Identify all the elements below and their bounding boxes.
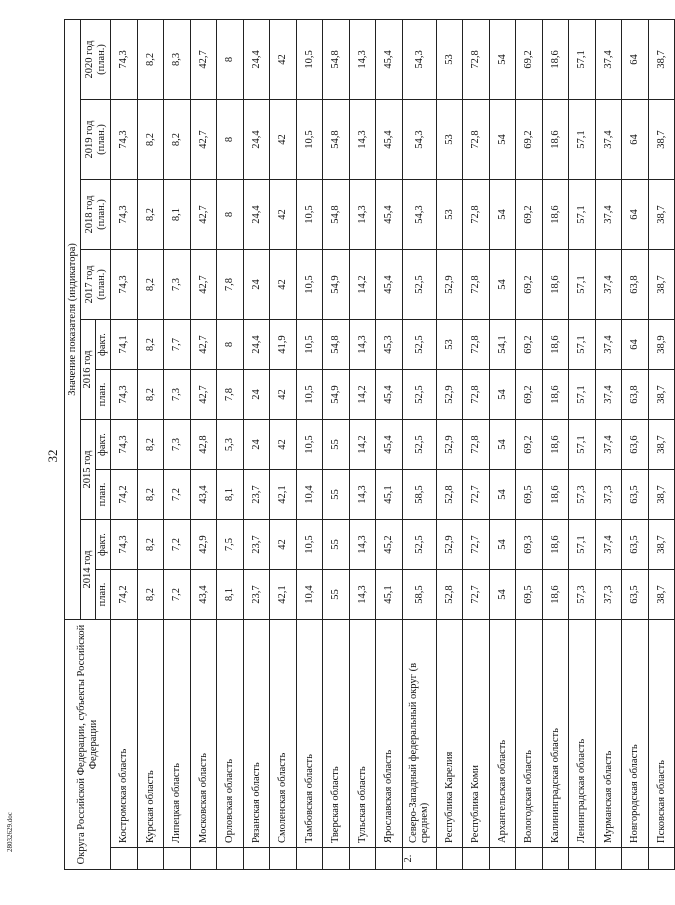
value-cell: 57,1 bbox=[569, 320, 596, 370]
value-cell: 14,3 bbox=[349, 470, 376, 520]
value-cell: 37,4 bbox=[595, 370, 622, 420]
row-number bbox=[270, 848, 297, 870]
value-cell: 42 bbox=[270, 520, 297, 570]
value-cell: 18,6 bbox=[542, 250, 569, 320]
value-cell: 37,4 bbox=[595, 180, 622, 250]
row-number bbox=[516, 848, 543, 870]
value-cell: 18,6 bbox=[542, 100, 569, 180]
value-cell: 58,5 bbox=[402, 570, 436, 620]
value-cell: 53 bbox=[436, 100, 463, 180]
value-cell: 64 bbox=[622, 100, 649, 180]
value-cell: 72,8 bbox=[463, 370, 490, 420]
row-number bbox=[296, 848, 323, 870]
value-cell: 69,5 bbox=[516, 570, 543, 620]
value-cell: 72,8 bbox=[463, 250, 490, 320]
value-cell: 42 bbox=[270, 100, 297, 180]
value-cell: 55 bbox=[323, 470, 350, 520]
value-cell: 74,1 bbox=[111, 320, 138, 370]
table-row bbox=[243, 19, 270, 869]
value-cell: 57,1 bbox=[569, 420, 596, 470]
value-cell: 52,5 bbox=[402, 370, 436, 420]
value-cell: 54,8 bbox=[323, 320, 350, 370]
value-cell: 18,6 bbox=[542, 520, 569, 570]
value-cell: 8 bbox=[217, 320, 244, 370]
value-cell: 54,8 bbox=[323, 19, 350, 99]
value-cell: 54,9 bbox=[323, 370, 350, 420]
value-cell: 10,5 bbox=[296, 180, 323, 250]
value-cell: 74,3 bbox=[111, 100, 138, 180]
value-cell: 64 bbox=[622, 180, 649, 250]
value-cell: 18,6 bbox=[542, 19, 569, 99]
table-row bbox=[402, 19, 436, 869]
region-column-header: Округа Российской Федерации, субъекты Российской Федерации bbox=[65, 620, 111, 870]
value-cell: 52,9 bbox=[436, 420, 463, 470]
table-row bbox=[349, 19, 376, 869]
value-cell: 64 bbox=[622, 320, 649, 370]
row-number bbox=[323, 848, 350, 870]
value-cell: 37,4 bbox=[595, 420, 622, 470]
value-cell: 38,7 bbox=[648, 420, 675, 470]
value-cell: 72,8 bbox=[463, 180, 490, 250]
value-cell: 37,3 bbox=[595, 570, 622, 620]
value-cell: 69,2 bbox=[516, 320, 543, 370]
value-cell: 54,8 bbox=[323, 180, 350, 250]
value-cell: 74,3 bbox=[111, 420, 138, 470]
region-name: Новгородская область bbox=[622, 620, 649, 848]
value-cell: 37,4 bbox=[595, 100, 622, 180]
value-cell: 8 bbox=[217, 180, 244, 250]
value-cell: 45,2 bbox=[376, 520, 403, 570]
row-number bbox=[648, 848, 675, 870]
value-cell: 43,4 bbox=[190, 570, 217, 620]
value-cell: 7,8 bbox=[217, 370, 244, 420]
table-row bbox=[111, 19, 138, 869]
value-cell: 41,9 bbox=[270, 320, 297, 370]
value-cell: 42,8 bbox=[190, 420, 217, 470]
value-cell: 8,1 bbox=[164, 180, 191, 250]
value-cell: 54,3 bbox=[402, 100, 436, 180]
value-cell: 54 bbox=[489, 570, 516, 620]
value-cell: 7,3 bbox=[164, 420, 191, 470]
region-name: Калининградская область bbox=[542, 620, 569, 848]
value-cell: 37,4 bbox=[595, 520, 622, 570]
value-cell: 37,4 bbox=[595, 250, 622, 320]
value-cell: 45,4 bbox=[376, 19, 403, 99]
value-cell: 8,2 bbox=[137, 570, 164, 620]
row-number bbox=[489, 848, 516, 870]
row-number: 2. bbox=[402, 848, 436, 870]
value-cell: 18,6 bbox=[542, 570, 569, 620]
value-cell: 37,4 bbox=[595, 320, 622, 370]
value-cell: 14,3 bbox=[349, 19, 376, 99]
fact-subheader: факт. bbox=[96, 320, 111, 370]
value-cell: 14,3 bbox=[349, 320, 376, 370]
value-cell: 7,7 bbox=[164, 320, 191, 370]
region-name: Мурманская область bbox=[595, 620, 622, 848]
year-header-2019: 2019 год (план.) bbox=[81, 100, 111, 180]
value-cell: 42,1 bbox=[270, 570, 297, 620]
value-cell: 18,6 bbox=[542, 320, 569, 370]
region-name: Тульская область bbox=[349, 620, 376, 848]
value-cell: 8,2 bbox=[137, 19, 164, 99]
value-cell: 54 bbox=[489, 420, 516, 470]
value-cell: 54,8 bbox=[323, 100, 350, 180]
value-cell: 8,2 bbox=[137, 420, 164, 470]
table-row bbox=[164, 19, 191, 869]
row-number bbox=[164, 848, 191, 870]
value-cell: 69,3 bbox=[516, 520, 543, 570]
value-cell: 57,1 bbox=[569, 180, 596, 250]
value-cell: 63,8 bbox=[622, 250, 649, 320]
value-cell: 74,3 bbox=[111, 19, 138, 99]
value-cell: 52,9 bbox=[436, 520, 463, 570]
value-cell: 38,7 bbox=[648, 370, 675, 420]
value-cell: 18,6 bbox=[542, 180, 569, 250]
value-cell: 24,4 bbox=[243, 320, 270, 370]
table-row bbox=[323, 19, 350, 869]
value-cell: 8 bbox=[217, 100, 244, 180]
value-cell: 23,7 bbox=[243, 470, 270, 520]
document-id: 28032629.doc bbox=[6, 812, 14, 852]
value-cell: 54,3 bbox=[402, 180, 436, 250]
row-number bbox=[243, 848, 270, 870]
row-number bbox=[436, 848, 463, 870]
value-cell: 54,9 bbox=[323, 250, 350, 320]
value-cell: 14,3 bbox=[349, 100, 376, 180]
table-row bbox=[622, 19, 649, 869]
fact-subheader: факт. bbox=[96, 520, 111, 570]
value-cell: 72,7 bbox=[463, 520, 490, 570]
value-cell: 45,4 bbox=[376, 370, 403, 420]
fact-subheader: факт. bbox=[96, 420, 111, 470]
value-cell: 14,2 bbox=[349, 370, 376, 420]
value-cell: 72,8 bbox=[463, 320, 490, 370]
value-cell: 8,2 bbox=[137, 100, 164, 180]
value-cell: 14,2 bbox=[349, 420, 376, 470]
region-name: Липецкая область bbox=[164, 620, 191, 848]
value-cell: 52,8 bbox=[436, 570, 463, 620]
value-cell: 72,8 bbox=[463, 19, 490, 99]
value-cell: 53 bbox=[436, 19, 463, 99]
value-cell: 37,4 bbox=[595, 19, 622, 99]
value-cell: 7,2 bbox=[164, 520, 191, 570]
year-header-2016: 2016 год bbox=[81, 320, 96, 420]
region-name: Северо-Западный федеральный округ (в среднем) bbox=[402, 620, 436, 848]
value-cell: 23,7 bbox=[243, 570, 270, 620]
region-name: Псковская область bbox=[648, 620, 675, 848]
indicator-table bbox=[64, 19, 675, 870]
value-cell: 42 bbox=[270, 180, 297, 250]
value-cell: 42,7 bbox=[190, 19, 217, 99]
value-cell: 24 bbox=[243, 370, 270, 420]
row-number bbox=[542, 848, 569, 870]
value-cell: 57,1 bbox=[569, 100, 596, 180]
table-row bbox=[489, 19, 516, 869]
plan-subheader: план. bbox=[96, 570, 111, 620]
value-cell: 52,5 bbox=[402, 320, 436, 370]
value-cell: 54,1 bbox=[489, 320, 516, 370]
value-cell: 69,5 bbox=[516, 470, 543, 520]
value-cell: 45,1 bbox=[376, 570, 403, 620]
year-header-2020: 2020 год (план.) bbox=[81, 19, 111, 99]
value-cell: 8,2 bbox=[137, 180, 164, 250]
value-cell: 63,5 bbox=[622, 520, 649, 570]
value-cell: 24,4 bbox=[243, 180, 270, 250]
value-cell: 14,3 bbox=[349, 180, 376, 250]
table-row bbox=[376, 19, 403, 869]
value-cell: 63,6 bbox=[622, 420, 649, 470]
region-name: Костромская область bbox=[111, 620, 138, 848]
table-row bbox=[648, 19, 675, 869]
value-cell: 57,1 bbox=[569, 520, 596, 570]
value-cell: 42,7 bbox=[190, 180, 217, 250]
value-cell: 10,5 bbox=[296, 520, 323, 570]
region-name: Тамбовская область bbox=[296, 620, 323, 848]
value-cell: 74,3 bbox=[111, 520, 138, 570]
value-cell: 38,7 bbox=[648, 250, 675, 320]
value-cell: 7,5 bbox=[217, 520, 244, 570]
table-row bbox=[137, 19, 164, 869]
region-name: Архангельская область bbox=[489, 620, 516, 848]
table-row bbox=[270, 19, 297, 869]
table-row bbox=[595, 19, 622, 869]
value-cell: 52,9 bbox=[436, 250, 463, 320]
value-cell: 69,2 bbox=[516, 420, 543, 470]
value-cell: 52,5 bbox=[402, 520, 436, 570]
region-name: Московская область bbox=[190, 620, 217, 848]
value-cell: 63,5 bbox=[622, 570, 649, 620]
year-header-2017: 2017 год (план.) bbox=[81, 250, 111, 320]
value-cell: 57,3 bbox=[569, 470, 596, 520]
value-cell: 38,7 bbox=[648, 19, 675, 99]
value-cell: 14,3 bbox=[349, 570, 376, 620]
value-cell: 37,3 bbox=[595, 470, 622, 520]
value-cell: 72,8 bbox=[463, 420, 490, 470]
value-cell: 42 bbox=[270, 250, 297, 320]
table-row bbox=[463, 19, 490, 869]
year-header-2018: 2018 год (план.) bbox=[81, 180, 111, 250]
value-cell: 54 bbox=[489, 370, 516, 420]
value-cell: 45,1 bbox=[376, 470, 403, 520]
region-name: Рязанская область bbox=[243, 620, 270, 848]
row-number bbox=[349, 848, 376, 870]
value-cell: 8,3 bbox=[164, 19, 191, 99]
value-cell: 74,2 bbox=[111, 570, 138, 620]
table-header bbox=[65, 19, 111, 869]
value-cell: 74,3 bbox=[111, 250, 138, 320]
region-name: Республика Карелия bbox=[436, 620, 463, 848]
value-cell: 55 bbox=[323, 420, 350, 470]
value-cell: 10,5 bbox=[296, 320, 323, 370]
value-cell: 38,9 bbox=[648, 320, 675, 370]
value-cell: 54,3 bbox=[402, 19, 436, 99]
region-name: Курская область bbox=[137, 620, 164, 848]
value-cell: 38,7 bbox=[648, 180, 675, 250]
value-cell: 7,3 bbox=[164, 370, 191, 420]
row-number bbox=[190, 848, 217, 870]
plan-subheader: план. bbox=[96, 470, 111, 520]
value-cell: 8,2 bbox=[137, 470, 164, 520]
value-cell: 45,4 bbox=[376, 420, 403, 470]
value-cell: 10,5 bbox=[296, 420, 323, 470]
region-name: Смоленская область bbox=[270, 620, 297, 848]
row-number bbox=[463, 848, 490, 870]
region-name: Ленинградская область bbox=[569, 620, 596, 848]
value-cell: 38,7 bbox=[648, 520, 675, 570]
value-cell: 24 bbox=[243, 420, 270, 470]
row-number bbox=[622, 848, 649, 870]
value-cell: 18,6 bbox=[542, 370, 569, 420]
value-cell: 8 bbox=[217, 19, 244, 99]
value-cell: 45,3 bbox=[376, 320, 403, 370]
value-cell: 10,4 bbox=[296, 470, 323, 520]
value-cell: 18,6 bbox=[542, 470, 569, 520]
value-cell: 23,7 bbox=[243, 520, 270, 570]
value-cell: 72,7 bbox=[463, 470, 490, 520]
value-cell: 10,5 bbox=[296, 370, 323, 420]
value-cell: 7,3 bbox=[164, 250, 191, 320]
value-cell: 72,8 bbox=[463, 100, 490, 180]
row-number bbox=[217, 848, 244, 870]
value-cell: 55 bbox=[323, 520, 350, 570]
value-cell: 7,2 bbox=[164, 470, 191, 520]
value-cell: 38,7 bbox=[648, 470, 675, 520]
table-row bbox=[296, 19, 323, 869]
value-cell: 8,1 bbox=[217, 570, 244, 620]
value-cell: 42 bbox=[270, 19, 297, 99]
value-cell: 14,2 bbox=[349, 250, 376, 320]
year-header-2015: 2015 год bbox=[81, 420, 96, 520]
region-name: Вологодская область bbox=[516, 620, 543, 848]
value-cell: 69,2 bbox=[516, 100, 543, 180]
row-number bbox=[137, 848, 164, 870]
value-cell: 52,8 bbox=[436, 470, 463, 520]
value-cell: 10,5 bbox=[296, 100, 323, 180]
table-row bbox=[436, 19, 463, 869]
value-cell: 53 bbox=[436, 180, 463, 250]
value-cell: 57,1 bbox=[569, 250, 596, 320]
value-cell: 58,5 bbox=[402, 470, 436, 520]
value-cell: 38,7 bbox=[648, 570, 675, 620]
value-cell: 53 bbox=[436, 320, 463, 370]
value-cell: 42 bbox=[270, 370, 297, 420]
value-cell: 24,4 bbox=[243, 19, 270, 99]
value-cell: 74,2 bbox=[111, 470, 138, 520]
value-cell: 10,5 bbox=[296, 19, 323, 99]
value-cell: 52,5 bbox=[402, 250, 436, 320]
value-cell: 7,2 bbox=[164, 570, 191, 620]
rotated-table-container bbox=[64, 20, 667, 870]
value-cell: 54 bbox=[489, 180, 516, 250]
row-number bbox=[595, 848, 622, 870]
value-cell: 54 bbox=[489, 19, 516, 99]
value-cell: 42,7 bbox=[190, 100, 217, 180]
value-cell: 10,5 bbox=[296, 250, 323, 320]
value-cell: 54 bbox=[489, 470, 516, 520]
value-cell: 52,9 bbox=[436, 370, 463, 420]
value-cell: 8,2 bbox=[137, 370, 164, 420]
value-cell: 69,2 bbox=[516, 250, 543, 320]
year-header-2014: 2014 год bbox=[81, 520, 96, 620]
value-cell: 7,8 bbox=[217, 250, 244, 320]
row-number bbox=[376, 848, 403, 870]
table-row bbox=[569, 19, 596, 869]
value-cell: 45,4 bbox=[376, 100, 403, 180]
region-name: Орловская область bbox=[217, 620, 244, 848]
page-number: 32 bbox=[45, 449, 60, 463]
region-name: Республика Коми bbox=[463, 620, 490, 848]
value-cell: 45,4 bbox=[376, 180, 403, 250]
value-cell: 57,3 bbox=[569, 570, 596, 620]
value-cell: 64 bbox=[622, 19, 649, 99]
value-cell: 45,4 bbox=[376, 250, 403, 320]
value-cell: 24,4 bbox=[243, 100, 270, 180]
value-cell: 8,2 bbox=[137, 250, 164, 320]
value-cell: 38,7 bbox=[648, 100, 675, 180]
value-group-header: Значение показателя (индикатора) bbox=[65, 19, 81, 619]
value-cell: 74,3 bbox=[111, 370, 138, 420]
plan-subheader: план. bbox=[96, 370, 111, 420]
value-cell: 69,2 bbox=[516, 19, 543, 99]
value-cell: 52,5 bbox=[402, 420, 436, 470]
value-cell: 42 bbox=[270, 420, 297, 470]
value-cell: 69,2 bbox=[516, 180, 543, 250]
value-cell: 69,2 bbox=[516, 370, 543, 420]
value-cell: 8,1 bbox=[217, 470, 244, 520]
table-row bbox=[217, 19, 244, 869]
table-body bbox=[111, 19, 675, 869]
value-cell: 74,3 bbox=[111, 180, 138, 250]
value-cell: 42,7 bbox=[190, 370, 217, 420]
value-cell: 63,5 bbox=[622, 470, 649, 520]
value-cell: 14,3 bbox=[349, 520, 376, 570]
row-number bbox=[111, 848, 138, 870]
value-cell: 8,2 bbox=[137, 320, 164, 370]
value-cell: 57,1 bbox=[569, 19, 596, 99]
table-row bbox=[516, 19, 543, 869]
value-cell: 5,3 bbox=[217, 420, 244, 470]
region-name: Ярославская область bbox=[376, 620, 403, 848]
value-cell: 8,2 bbox=[164, 100, 191, 180]
value-cell: 10,4 bbox=[296, 570, 323, 620]
value-cell: 18,6 bbox=[542, 420, 569, 470]
value-cell: 63,8 bbox=[622, 370, 649, 420]
value-cell: 42,1 bbox=[270, 470, 297, 520]
value-cell: 43,4 bbox=[190, 470, 217, 520]
value-cell: 72,7 bbox=[463, 570, 490, 620]
value-cell: 57,1 bbox=[569, 370, 596, 420]
value-cell: 8,2 bbox=[137, 520, 164, 570]
value-cell: 54 bbox=[489, 250, 516, 320]
value-cell: 42,7 bbox=[190, 250, 217, 320]
value-cell: 42,9 bbox=[190, 520, 217, 570]
table-row bbox=[542, 19, 569, 869]
value-cell: 24 bbox=[243, 250, 270, 320]
region-name: Тверская область bbox=[323, 620, 350, 848]
table-row bbox=[190, 19, 217, 869]
value-cell: 54 bbox=[489, 520, 516, 570]
value-cell: 54 bbox=[489, 100, 516, 180]
value-cell: 42,7 bbox=[190, 320, 217, 370]
value-cell: 55 bbox=[323, 570, 350, 620]
row-number bbox=[569, 848, 596, 870]
